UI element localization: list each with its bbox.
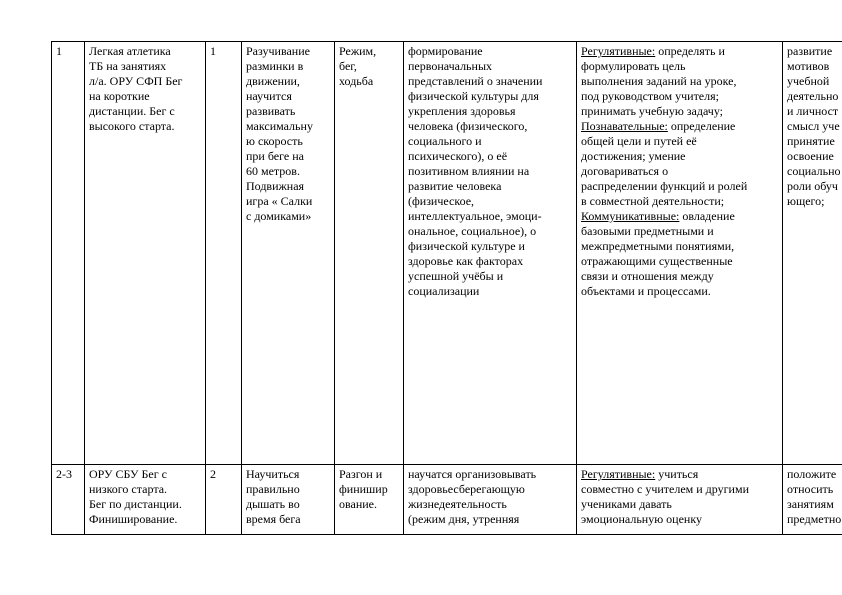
text-line: Режим,	[339, 44, 377, 58]
text-line: (режим дня, утренняя	[408, 512, 520, 526]
text-line: успешной учёбы и	[408, 269, 504, 283]
text-line: Познавательные: определение	[581, 119, 736, 133]
text-line: относить	[787, 482, 834, 496]
text-line: ю скорость	[246, 134, 303, 148]
text-line: разминки в	[246, 59, 304, 73]
text-line: физической культуре и	[408, 239, 525, 253]
text-line: дышать во	[246, 497, 300, 511]
uud-heading: Регулятивные:	[581, 44, 656, 58]
text-line: Коммуникативные: овладение	[581, 209, 735, 223]
text-line: на короткие	[89, 89, 150, 103]
text-line: Регулятивные: определять и	[581, 44, 725, 58]
text-line: Бег по дистанции.	[89, 497, 182, 511]
text-line: мотивов	[787, 59, 830, 73]
text-line: межпредметными понятиями,	[581, 239, 735, 253]
table-row	[52, 465, 842, 535]
text-line: позитивном влиянии на	[408, 164, 530, 178]
text-line: (физическое,	[408, 194, 475, 208]
text-line: Научиться	[246, 467, 300, 481]
text-line: Разучивание	[246, 44, 310, 58]
text-line: финишир	[339, 482, 388, 496]
text-line: бег,	[339, 59, 357, 73]
lesson-plan-table	[51, 41, 842, 535]
text-line: совместно с учителем и другими	[581, 482, 749, 496]
text-line: ОРУ СБУ Бег с	[89, 467, 167, 481]
uud-cell	[577, 465, 783, 535]
text-line: и личност	[787, 104, 839, 118]
text-line: связи и отношения между	[581, 269, 714, 283]
uud-cell	[577, 42, 783, 465]
text-line: игра « Салки	[246, 194, 313, 208]
text-line: Подвижная	[246, 179, 305, 193]
text-line: положите	[787, 467, 837, 481]
subject-results-cell	[404, 465, 577, 535]
text-line: базовыми предметными и	[581, 224, 714, 238]
text-line: учениками давать	[581, 497, 672, 511]
lesson-number-cell: 2-3	[52, 465, 85, 535]
text-line: отражающими существенные	[581, 254, 733, 268]
text-line: общей цели и путей её	[581, 134, 697, 148]
text-line: ТБ на занятиях	[89, 59, 167, 73]
text-line: интеллектуальное, эмоци-	[408, 209, 542, 223]
uud-heading: Коммуникативные:	[581, 209, 680, 223]
text-line: ющего;	[787, 194, 825, 208]
personal-results-cell	[783, 465, 842, 535]
text-line: под руководством учителя;	[581, 89, 719, 103]
text-line: 60 метров.	[246, 164, 300, 178]
text-line: занятиям	[787, 497, 834, 511]
text-line: ональное, социальное), о	[408, 224, 537, 238]
hours-cell: 2	[206, 465, 242, 535]
text-line: смысл уче	[787, 119, 840, 133]
text-line: объектами и процессами.	[581, 284, 711, 298]
text-line: высокого старта.	[89, 119, 175, 133]
text-line: л/а. ОРУ СФП Бег	[89, 74, 183, 88]
table-row	[52, 42, 842, 465]
lesson-number-cell: 1	[52, 42, 85, 465]
text-line: здоровьесберегающую	[408, 482, 525, 496]
text-line: социально	[787, 164, 841, 178]
uud-heading: Познавательные:	[581, 119, 668, 133]
text-line: Легкая атлетика	[89, 44, 171, 58]
text-line: деятельно	[787, 89, 839, 103]
text-line: дистанции. Бег с	[89, 104, 175, 118]
text-line: жизнедеятельность	[408, 497, 507, 511]
text-line: распределении функций и ролей	[581, 179, 748, 193]
text-line: научится	[246, 89, 292, 103]
text-line: принимать учебную задачу;	[581, 104, 724, 118]
text-line: в совместной деятельности;	[581, 194, 725, 208]
text-line: человека (физического,	[408, 119, 528, 133]
text-line: при беге на	[246, 149, 304, 163]
text-line: развивать	[246, 104, 296, 118]
text-line: движении,	[246, 74, 300, 88]
text-line: научатся организовывать	[408, 467, 537, 481]
text-line: формирование	[408, 44, 483, 58]
text-line: договариваться о	[581, 164, 669, 178]
text-line: Регулятивные: учиться	[581, 467, 699, 481]
text-line: низкого старта.	[89, 482, 168, 496]
text-line: достижения; умение	[581, 149, 686, 163]
lesson-topic-cell	[85, 465, 206, 535]
text-line: максимальну	[246, 119, 313, 133]
text-line: выполнения заданий на уроке,	[581, 74, 737, 88]
text-line: развитие	[787, 44, 833, 58]
text-line: физической культуры для	[408, 89, 539, 103]
text-line: эмоциональную оценку	[581, 512, 703, 526]
text-line: развитие человека	[408, 179, 502, 193]
text-line: Финиширование.	[89, 512, 178, 526]
text-line: роли обуч	[787, 179, 838, 193]
hours-cell: 1	[206, 42, 242, 465]
text-line: укрепления здоровья	[408, 104, 516, 118]
text-line: здоровье как факторах	[408, 254, 524, 268]
tasks-cell	[242, 42, 335, 465]
text-line: Разгон и	[339, 467, 383, 481]
tasks-cell	[242, 465, 335, 535]
text-line: ходьба	[339, 74, 374, 88]
text-line: правильно	[246, 482, 300, 496]
text-line: психического), о её	[408, 149, 508, 163]
text-line: учебной	[787, 74, 830, 88]
uud-heading: Регулятивные:	[581, 467, 656, 481]
text-line: социализации	[408, 284, 480, 298]
activity-cell	[335, 42, 404, 465]
text-line: социального и	[408, 134, 482, 148]
text-line: ование.	[339, 497, 378, 511]
text-line: первоначальных	[408, 59, 493, 73]
text-line: освоение	[787, 149, 834, 163]
text-line: формулировать цель	[581, 59, 686, 73]
text-line: представлений о значении	[408, 74, 543, 88]
text-line: с домиками»	[246, 209, 312, 223]
activity-cell	[335, 465, 404, 535]
lesson-topic-cell	[85, 42, 206, 465]
text-line: время бега	[246, 512, 301, 526]
subject-results-cell	[404, 42, 577, 465]
personal-results-cell	[783, 42, 842, 465]
text-line: предметно	[787, 512, 842, 526]
text-line: принятие	[787, 134, 835, 148]
